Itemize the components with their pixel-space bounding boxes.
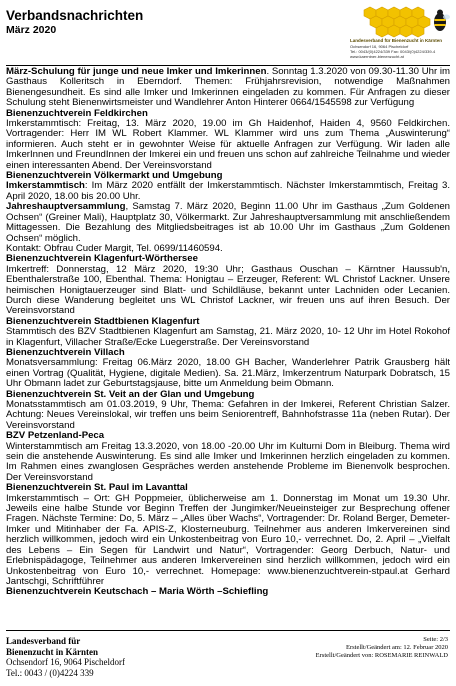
page-number: Seite: 2/3 [423, 636, 448, 643]
footer-street: Ochsendorf 16, 9064 Pischeldorf [6, 657, 125, 667]
article-title: Bienenzuchtverein St. Paul im Lavanttal [6, 482, 188, 494]
contact-line: Kontakt: Obfrau Cuder Margit, Tel. 0699/11460594. [6, 242, 223, 254]
article-title: Bienenzuchtverein Klagenfurt-Wörthersee [6, 253, 198, 265]
logo-name: Landesverband für Bienenzucht in Kärnten [350, 38, 443, 43]
modified-date: Erstellt/Geändert am: 12. Februar 2020 [346, 644, 448, 651]
article-title: Bienenzuchtverein Feldkirchen [6, 107, 148, 119]
article-title: März-Schulung für junge und neue Imker und Imkerinnen [6, 66, 267, 77]
footer-org-line2: Bienenzucht in Kärnten [6, 646, 99, 657]
modified-by: Erstellt/Geändert von: ROSEMARIE REINWALD [315, 652, 448, 659]
footer-address [6, 636, 125, 678]
logo-phone: Tel.: 0043/(0)4224/339 Fax: 0043/(0)4224/339-4 [350, 49, 436, 54]
logo-address: Ochsendorf 16, 9064 Pischeldorf [350, 44, 409, 49]
inline-label: Jahreshauptversammlung [6, 201, 126, 213]
footer-divider [6, 630, 450, 631]
article-text: Monatsversammlung: Freitag 06.März 2020, 18.00 GH Bacher, Wanderlehrer Patrik Grausberg hält einen Vortrag (Qualität, Hygiene, digitale Medien). Sa. 21.März, Imkerzentrum Naturpark Dobratsch, 15 Uhr Obmann ladet zur Geburtstagsjause, bitte um Anmeldung beim Obmann. [6, 357, 450, 390]
article-title: Bienenzuchtverein Villach [6, 346, 125, 358]
article-paragraph [6, 202, 450, 244]
inline-label: Imkerstammtisch [6, 180, 85, 192]
page-subtitle: März 2020 [6, 24, 57, 36]
article-paragraph [6, 181, 450, 202]
article-text: Stammtisch des BZV Stadtbienen Klagenfurt am Samstag, 21. März 2020, 10- 12 Uhr im Hotel Rokohof in Klagenfurt, Villacher Straße/Ecke Luegerstraße. Der Vereinsvorstand [6, 326, 450, 348]
article-text: . Sonntag 1.3.2020 von 09.30-11.30 Uhr im Gasthaus Kolleritsch in Eberndorf. Themen: Frühjahrsrevision, notwendige Maßnahmen Bienengesundheit. Es sind alle Imker und Imkerinnen eingeladen zu kommen. Für Anfragen zu dieser Schulung steht Bienenwirtsmeister und Wandlehrer Anton Hinterer 0664/1545598 zur Verfügung [6, 66, 450, 109]
article-text: Monatsstammtisch am 01.03.2019, 9 Uhr, Thema: Gefahren in der Imkerei, Referent Christian Salzer. Achtung: Neues Vereinslokal, wir treffen uns beim Seniorentreff, Bahnhofstrasse 11a (neben Rutar). Der Vereinsvorstand [6, 399, 450, 431]
article-text: , Samstag 7. März 2020, Beginn 11.00 Uhr im Gasthaus „Zum Goldenen Ochsen“ (Greiner Mali), Hauptplatz 30, Völkermarkt. Zur Jahreshauptversammlung mit anschließendem Mittagessen. Die Bezahlung des Mitgliedsbeitrages ist ab 10.00 Uhr im Gasthaus „Zum Goldenen Ochsen“ möglich. [6, 201, 450, 244]
article-schulung [6, 67, 450, 109]
article-text: Imkertreff: Donnerstag, 12 März 2020, 19:30 Uhr; Gasthaus Ouschan – Kärntner Haussub'n, Ebenthalerstraße 100, Ebenthal. Thema: Honigtau – Erzeuger, Referent: WL Christof Lackner. Unsere heimischen Honigtauerzeuger sind Blatt- und Schildläuse, bekannt unter Lachniden oder Lecanien. Durch diese Wanderung begleitet uns WL Christof Lackner, wir freuen uns auf ihren Besuch. Der Vereinsvorstand [6, 263, 450, 317]
honeycomb-bee-icon [346, 4, 450, 38]
article-title: Bienenzuchtverein Stadtbienen Klagenfurt [6, 315, 200, 327]
page-title: Verbandsnachrichten [6, 8, 144, 23]
article-text: Winterstammtisch am Freitag 13.3.2020, von 18.00 -20.00 Uhr im Kulturni Dom in Bleiburg. Thema wird sein die anstehende Auswinterung. Es sind alle Imker und Imkerinnen herzlich eingeladen zu kommen. Im Rahmen eines zwanglosen Gespräches werden anstehende Probleme im Bienenvolk besprochen. Der Vereinsvorstand [6, 440, 450, 483]
article-text: : Im März 2020 entfällt der Imkerstammtisch. Nächster Imkerstammtisch, Freitag 3. April 2020, 18.00 bis 20.00 Uhr. [6, 180, 450, 202]
article-title: Bienenzuchtverein Keutschach – Maria Wörth –Schiefling [6, 586, 269, 598]
footer-org-line1: Landesverband für [6, 636, 81, 646]
article-text: Imkerstammtisch: Freitag, 13. März 2020, 19.00 im Gh Haidenhof, Haiden 4, 9560 Feldkirchen. Vortragender: Herr IM WL Robert Klammer. WL Klammer wird uns zum Thema „Auswinterung“ informieren. Auch steht er in gewohnter Weise für aktuelle Anfragen zur Verfügung. Wir laden alle ImkerInnen und FreundInnen der Imkerei ein und freuen uns schon auf zahlreiche Teilnahme und wieder einen interessanten Abend. Der Vereinsvorstand [6, 118, 450, 171]
logo-website: www.kaerntner-bienenzucht.at [350, 54, 404, 59]
association-logo [346, 4, 450, 62]
article-title: Bienenzuchtverein St. Veit an der Glan und Umgebung [6, 388, 255, 400]
footer-phone: Tel.: 0043 / (0)4224 339 [6, 667, 94, 678]
article-title: BZV Petzenland-Peca [6, 430, 105, 442]
footer-meta [316, 636, 448, 660]
article-title: Bienenzuchtverein Völkermarkt und Umgebung [6, 170, 223, 182]
article-list [6, 67, 450, 598]
article-text: Imkerstammtisch – Ort: GH Poppmeier, üblicherweise am 1. Donnerstag im Monat um 19.30 Uhr. Jeweils eine halbe Stunde vor Beginn Treffen der Jungimker/Neueinsteiger zur Besprechung offener Fragen. Nächste Termine: Do, 5. März – „Alles über Wachs“, Vortragender: Dr. Roland Berger, Demeter-Imker und Mitinhaber der Fa. APIS-Z, Klosterneuburg. Teilnehmer aus anderen Imkervereinen sind herzlich willkommen, jedoch wird ein Unkostenbeitrag von Euro 10,- verrechnet. Do, 2. April – „Vielfalt des Lebens – Ein Segen für Landwirt und Natur“, Vortragender: Georg Derbuch, Natur- und Erlebnispädagoge, Teilnehmer aus anderen Imkervereinen sind herzlich willkommen, jedoch wird ein Unkostenbeitrag von Euro 10,- verrechnet. Homepage: www.bienenzuchtverein-stpaul.at Gerhard Jantschgi, Schriftführer [6, 492, 450, 587]
